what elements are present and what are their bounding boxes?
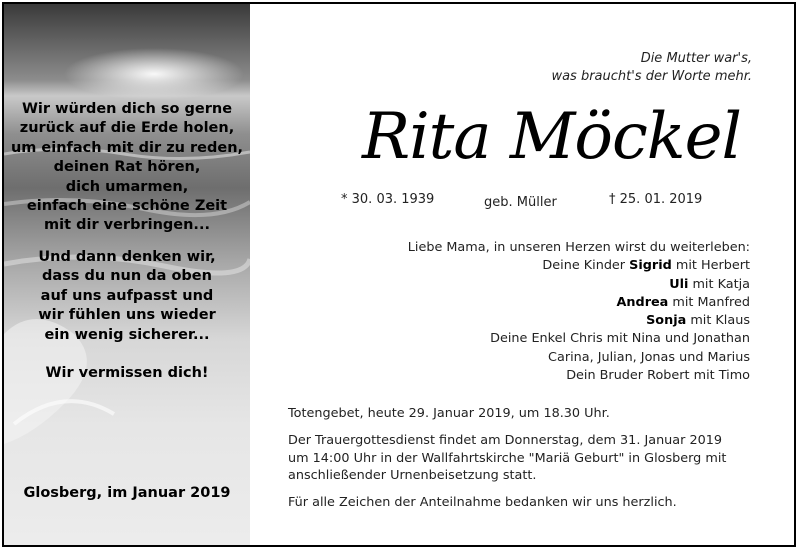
maiden-name: geb. Müller: [484, 195, 557, 210]
child-name: Sigrid: [629, 258, 672, 274]
thanks-line: Für alle Zeichen der Anteilnahme bedanken wir uns herzlich.: [288, 495, 677, 511]
child-line: [408, 257, 750, 275]
child-partner: mit Herbert: [675, 258, 750, 274]
grandchildren-line: Carina, Julian, Jonas und Marius: [548, 349, 750, 365]
child-partner: mit Manfred: [672, 294, 750, 310]
obituary-frame: [2, 2, 796, 547]
deceased-name: Rita Möckel: [362, 100, 741, 174]
poem-line: mit dir verbringen...: [44, 217, 210, 234]
poem-part1: [4, 100, 250, 236]
grandchildren-line: Deine Enkel Chris mit Nina und Jonathan: [490, 331, 750, 347]
motto-line: was braucht's der Worte mehr.: [551, 69, 752, 84]
child-line: [408, 312, 750, 330]
child-line: [408, 276, 750, 294]
child-name: Andrea: [616, 294, 669, 310]
closing-line: Wir vermissen dich!: [45, 365, 209, 381]
poem-line: deinen Rat hören,: [53, 159, 201, 176]
child-name: Uli: [669, 276, 689, 292]
poem-line: Wir würden dich so gerne: [21, 101, 233, 117]
child-partner: mit Klaus: [690, 313, 750, 329]
poem-line: um einfach mit dir zu reden,: [10, 139, 244, 156]
poem-line: einfach eine schöne Zeit: [26, 198, 228, 215]
child-partner: mit Katja: [692, 276, 750, 292]
poem-line: dich umarmen,: [65, 178, 189, 195]
poem-line: wir fühlen uns wieder: [38, 307, 216, 324]
poem-line: zurück auf die Erde holen,: [19, 120, 235, 137]
service-line: Der Trauergottesdienst findet am Donnerstag, dem 31. Januar 2019: [288, 433, 723, 449]
service-notice: [288, 405, 758, 521]
children-prefix: Deine Kinder: [542, 258, 626, 274]
child-line: [408, 294, 750, 312]
motto-line: Die Mutter war's,: [640, 51, 752, 66]
birth-date: * 30. 03. 1939: [341, 192, 435, 207]
prayer-notice: Totengebet, heute 29. Januar 2019, um 18.30 Uhr.: [288, 406, 610, 421]
brother-line: Dein Bruder Robert mit Timo: [566, 368, 750, 384]
service-details: [288, 432, 758, 484]
poem-line: Und dann denken wir,: [38, 249, 216, 265]
beach-photo: [4, 4, 250, 545]
poem-line: auf uns aufpasst und: [40, 287, 214, 304]
death-date: † 25. 01. 2019: [609, 192, 703, 207]
service-line: um 14:00 Uhr in der Wallfahrtskirche "Mariä Geburt" in Glosberg mit: [288, 450, 727, 466]
poem-part2: [4, 248, 250, 345]
service-line: anschließender Urnenbeisetzung statt.: [288, 467, 537, 483]
poem-line: dass du nun da oben: [42, 268, 212, 285]
family-intro: Liebe Mama, in unseren Herzen wirst du weiterleben:: [407, 240, 750, 255]
motto: [551, 50, 752, 86]
place-date: Glosberg, im Januar 2019: [23, 485, 231, 501]
poem-line: ein wenig sicherer...: [44, 326, 210, 343]
child-name: Sonja: [646, 313, 687, 329]
family-list: [408, 239, 750, 385]
